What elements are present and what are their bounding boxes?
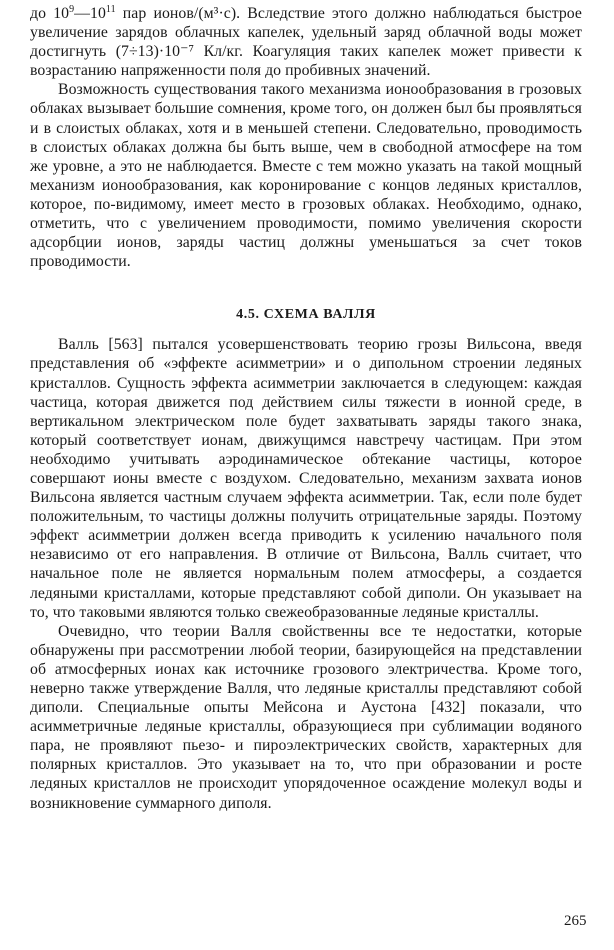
paragraph: Очевидно, что теории Валля свойственны все те недостатки, которые обнаружены при рассмотрении любой теории, базирующейся на представлении об атмосферных ионах как источнике грозового электричества. Кроме того, неверно также утверждение Валля, что ледяные кристаллы представляют собой диполи. Специальные опыты Мейсона и Аустона [432] показали, что асимметричные ледяные кристаллы, образующиеся при сублимации водяного пара, не проявляют пьезо- и пироэлектрических свойств, характерных для полярных кристаллов. Это указывает на то, что при образовании и росте ледяных кристаллов не происходит упорядоченное осаждение молекул воды и возникновение суммарного диполя. bbox=[30, 622, 582, 812]
section-heading: 4.5. СХЕМА ВАЛЛЯ bbox=[236, 307, 376, 323]
spacer bbox=[30, 271, 582, 305]
paragraph: Возможность существования такого механизма ионообразования в грозовых облаках вызывает большие сомнения, кроме того, он должен был бы проявляться и в слоистых облаках, хотя и в меньшей степени. Следовательно, проводимость в слоистых облаках должна бы быть выше, чем в свободной атмосфере на том же уровне, а это не наблюдается. Вместе с тем можно указать на такой мощный механизм ионообразования, как коронирование с концов ледяных кристаллов, которое, по-видимому, имеет место в грозовых облаках. Необходимо, однако, отметить, что с увеличением проводимости, помимо увеличения скорости адсорбции ионов, заряды частиц должны уменьшаться за счет токов проводимости. bbox=[30, 81, 582, 271]
paragraph-continued bbox=[30, 4, 582, 80]
page-number: 265 bbox=[564, 913, 587, 929]
exponent: 11 bbox=[105, 4, 116, 15]
paragraph: Валль [563] пытался усовершенствовать теорию грозы Вильсона, введя представления об «эффекте асимметрии» и о дипольном строении ледяных кристаллов. Сущность эффекта асимметрии заключается в следующем: каждая частица, которая движется под действием силы тяжести в ионной среде, в вертикальном электрическом поле будет захватывать заряды такого знака, который соответствует ионам, движущимся навстречу частицам. При этом необходимо учитывать аэродинамическое обтекание частицы, которое совершают ионы вместе с воздухом. Следовательно, механизм захвата ионов Вильсона является частным случаем эффекта асимметрии. Так, если поле будет положительным, то частицы должны получить отрицательные заряды. Поэтому эффект асимметрии должен всегда приводить к усилению начального поля независимо от его направления. В отличие от Вильсона, Валль считает, что начальное поле не является нормальным полем атмосферы, а создается ледяными кристаллами, которые представляют собой диполи. Он указывает на то, что таковыми являются только свежеобразованные ледяные кристаллы. bbox=[30, 336, 582, 621]
text-mid: —10 bbox=[74, 5, 106, 22]
text-lead: до 10 bbox=[30, 5, 70, 22]
text-tail: пар ионов/(м³·с). Вследствие этого должно наблюдаться быстрое увеличение зарядов облачных капелек, удельный заряд облачной воды может достигнуть (7÷13)·10⁻⁷ Кл/кг. Коагуляция таких капелек может привести к возрастанию напряженности поля до пробивных значений. bbox=[30, 5, 582, 80]
exponent: 9 bbox=[69, 4, 75, 15]
